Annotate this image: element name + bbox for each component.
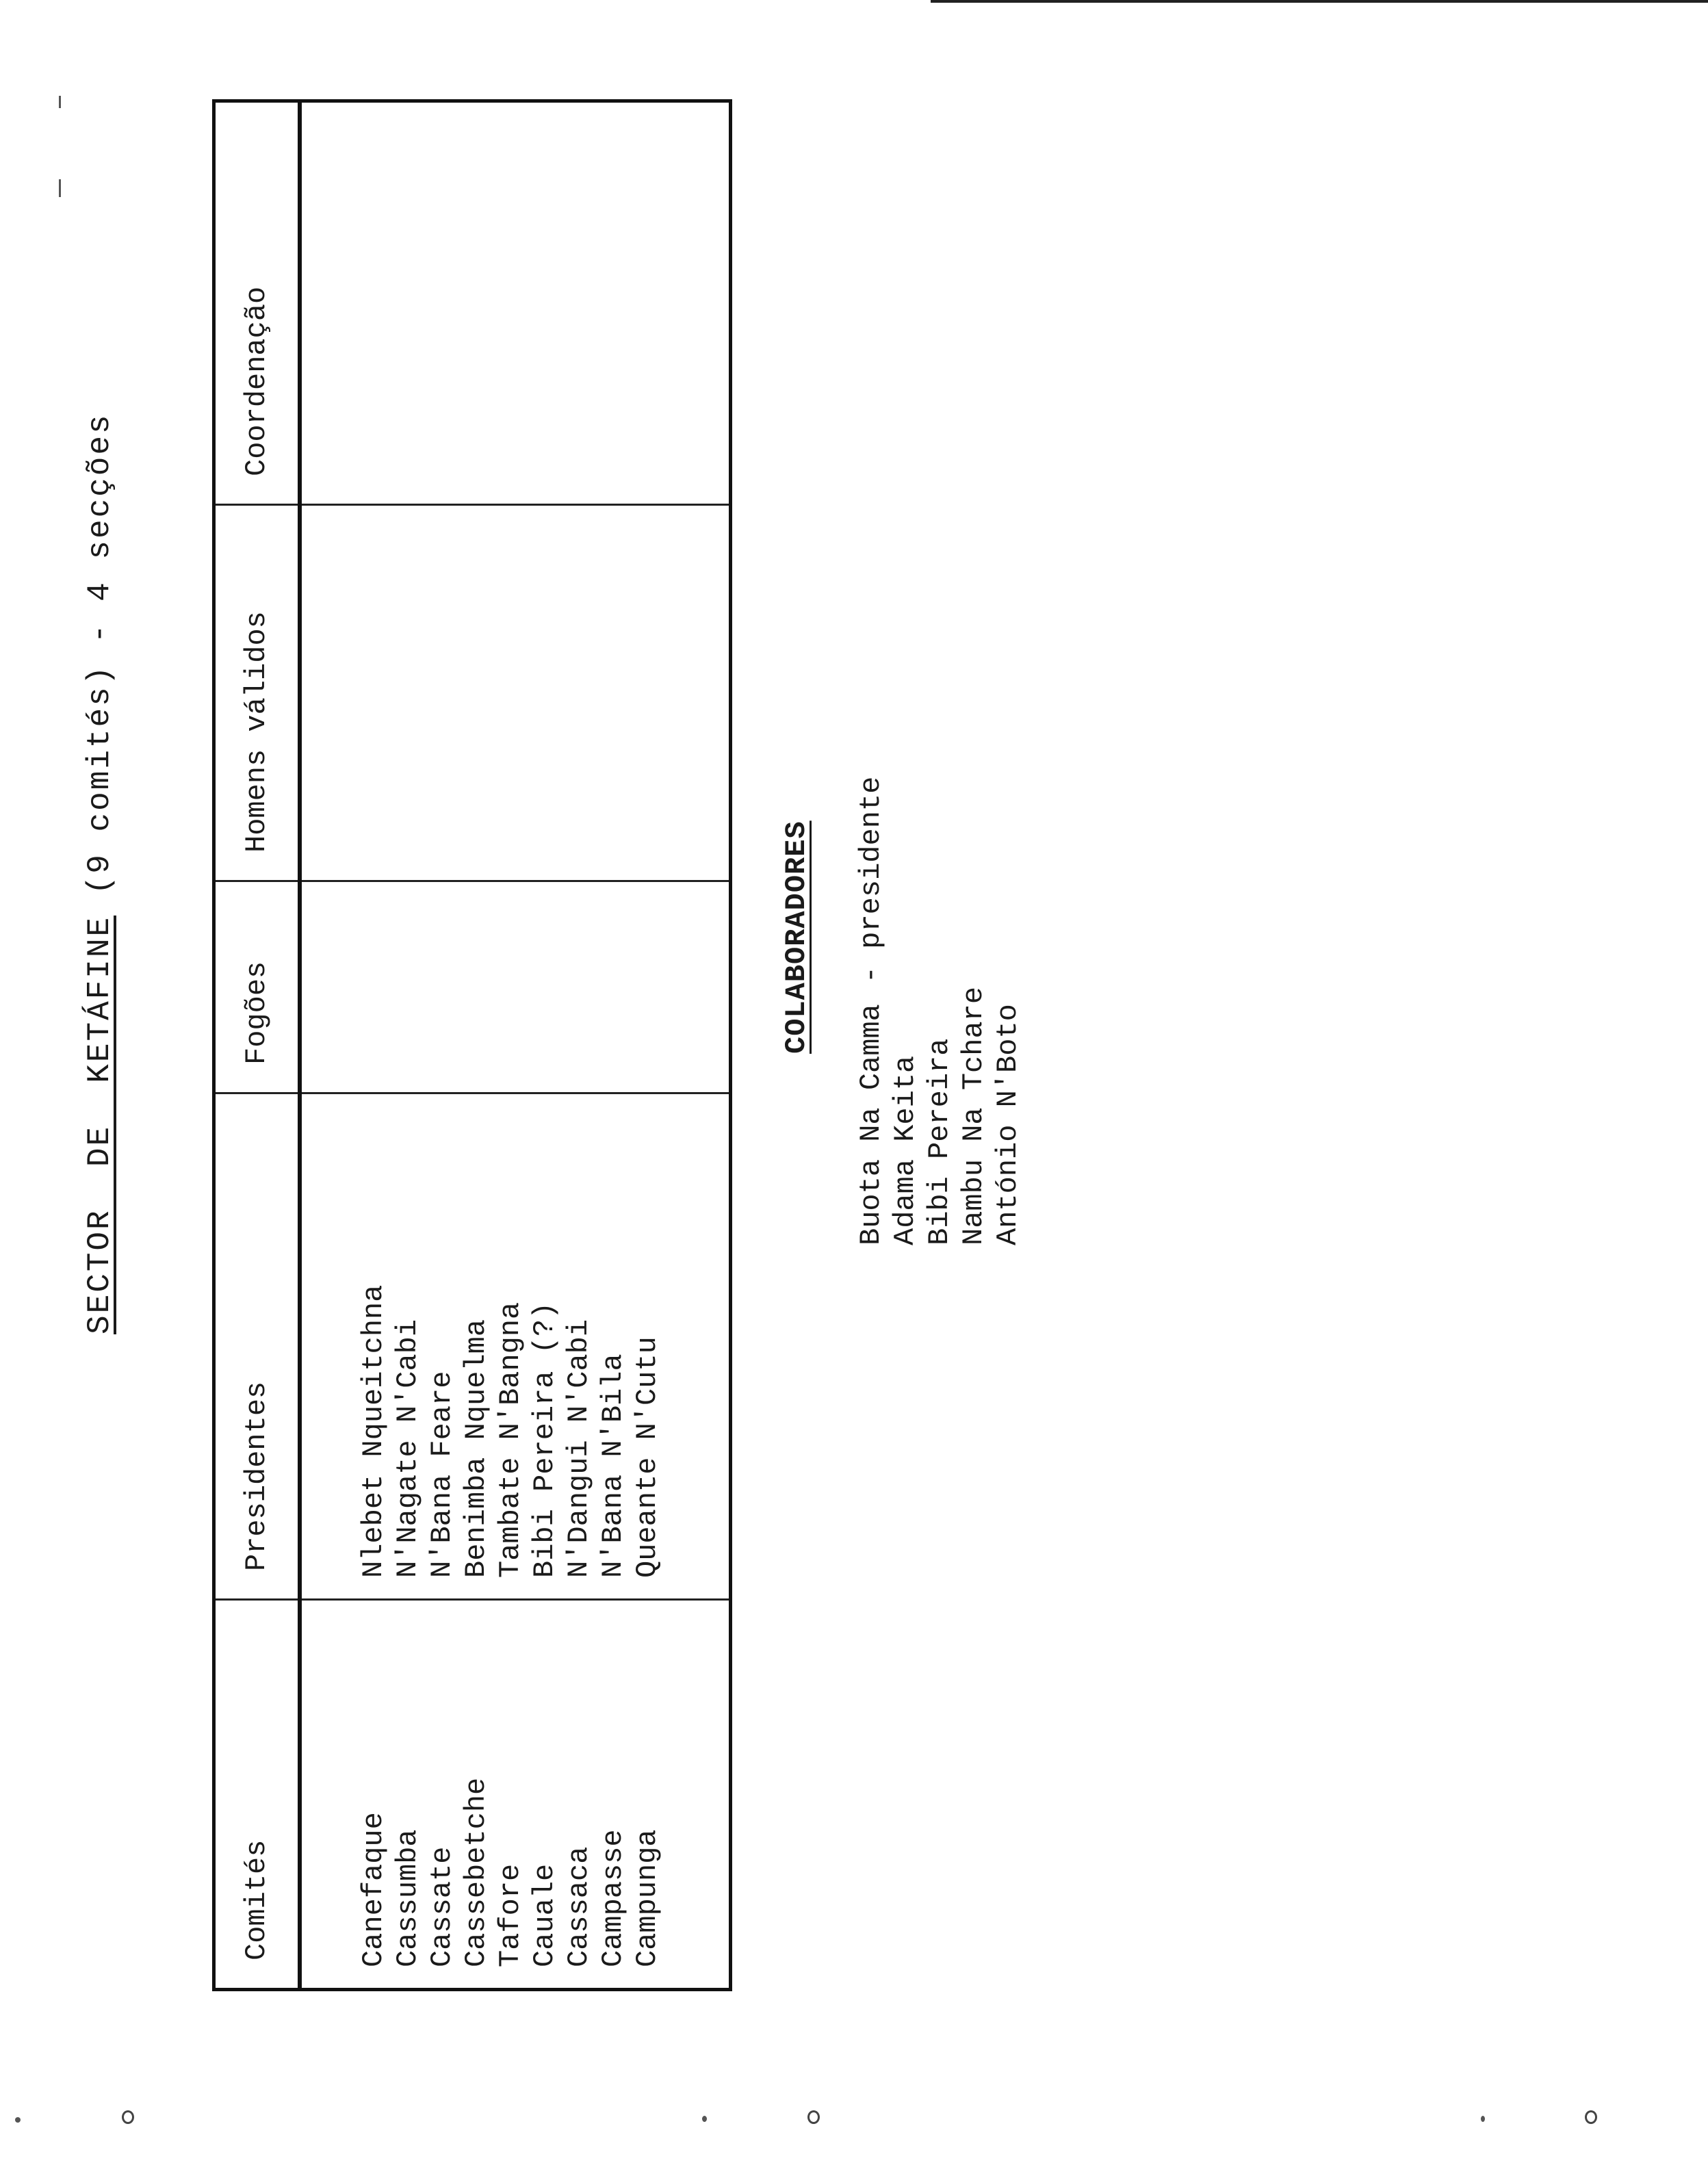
presidentes-cell (300, 1093, 731, 1600)
colaboradores-section (780, 777, 1025, 1245)
table-header-row (214, 101, 300, 1990)
punch-hole (1585, 2110, 1597, 2124)
presidente-name: Queante N'Cutu (631, 1336, 664, 1578)
homens-validos-cell (300, 505, 731, 881)
colaborador-role: - presidente (855, 776, 888, 984)
list-item (922, 777, 957, 1245)
coordenacao-cell (300, 101, 731, 505)
colaborador-name: António N'Boto (992, 1004, 1024, 1245)
presidente-name: Bibi Pereira (?) (528, 1301, 561, 1578)
document-title (82, 413, 118, 1334)
punch-hole (807, 2110, 820, 2124)
colaborador-name: Adama Keita (889, 1055, 922, 1245)
colaborador-name: Buota Na Camma (855, 1004, 888, 1245)
comite-name: Cassaca (562, 1846, 595, 1967)
sector-summary: (9 comités) - 4 secções (82, 413, 118, 916)
colaborador-name: Bibi Pereira (923, 1038, 956, 1245)
presidente-name: Nlebet Nqueitchna (357, 1284, 390, 1578)
header-fogoes: Fogões (214, 881, 300, 1093)
comite-name: Cassebetche (460, 1777, 493, 1967)
list-item (991, 777, 1025, 1245)
header-coordenacao: Coordenação (214, 101, 300, 505)
presidente-name: Tambate N'Bangna (494, 1301, 527, 1578)
list-item (854, 777, 888, 1245)
comite-name: Canefaque (357, 1812, 390, 1967)
presidente-name: N'Bana Feare (426, 1371, 458, 1578)
comite-name: Cassate (426, 1846, 458, 1967)
header-homens-validos: Homens válidos (214, 505, 300, 881)
header-comites: Comités (214, 1600, 300, 1990)
list-item (888, 777, 922, 1245)
punch-hole (122, 2110, 134, 2124)
speck (15, 2117, 21, 2123)
list-item (957, 777, 991, 1245)
comites-cell (300, 1600, 731, 1990)
speck (702, 2116, 707, 2122)
presidente-name: N'Dangui N'Cabi (562, 1319, 595, 1578)
comite-name: Tafore (494, 1863, 527, 1967)
comite-name: Campasse (597, 1829, 630, 1967)
presidente-name: Benimba Nquelma (460, 1319, 493, 1578)
speck (1481, 2116, 1485, 2122)
colaboradores-title: COLABORADORES (780, 820, 813, 1054)
presidente-name: N'Nagate N'Cabi (391, 1319, 424, 1578)
colaboradores-list (854, 777, 1025, 1245)
comite-name: Cassumba (391, 1829, 424, 1967)
header-presidentes: Presidentes (214, 1093, 300, 1600)
comite-name: Campunga (631, 1829, 664, 1967)
comite-name: Cauale (528, 1863, 561, 1967)
table-row (300, 101, 731, 1990)
presidente-name: N'Bana N'Bila (597, 1353, 630, 1578)
fogoes-cell (300, 881, 731, 1093)
sector-name: SECTOR DE KETÁFINE (82, 915, 118, 1334)
colaborador-name: Nambu Na Tchare (957, 986, 990, 1245)
sector-table (212, 99, 732, 1991)
